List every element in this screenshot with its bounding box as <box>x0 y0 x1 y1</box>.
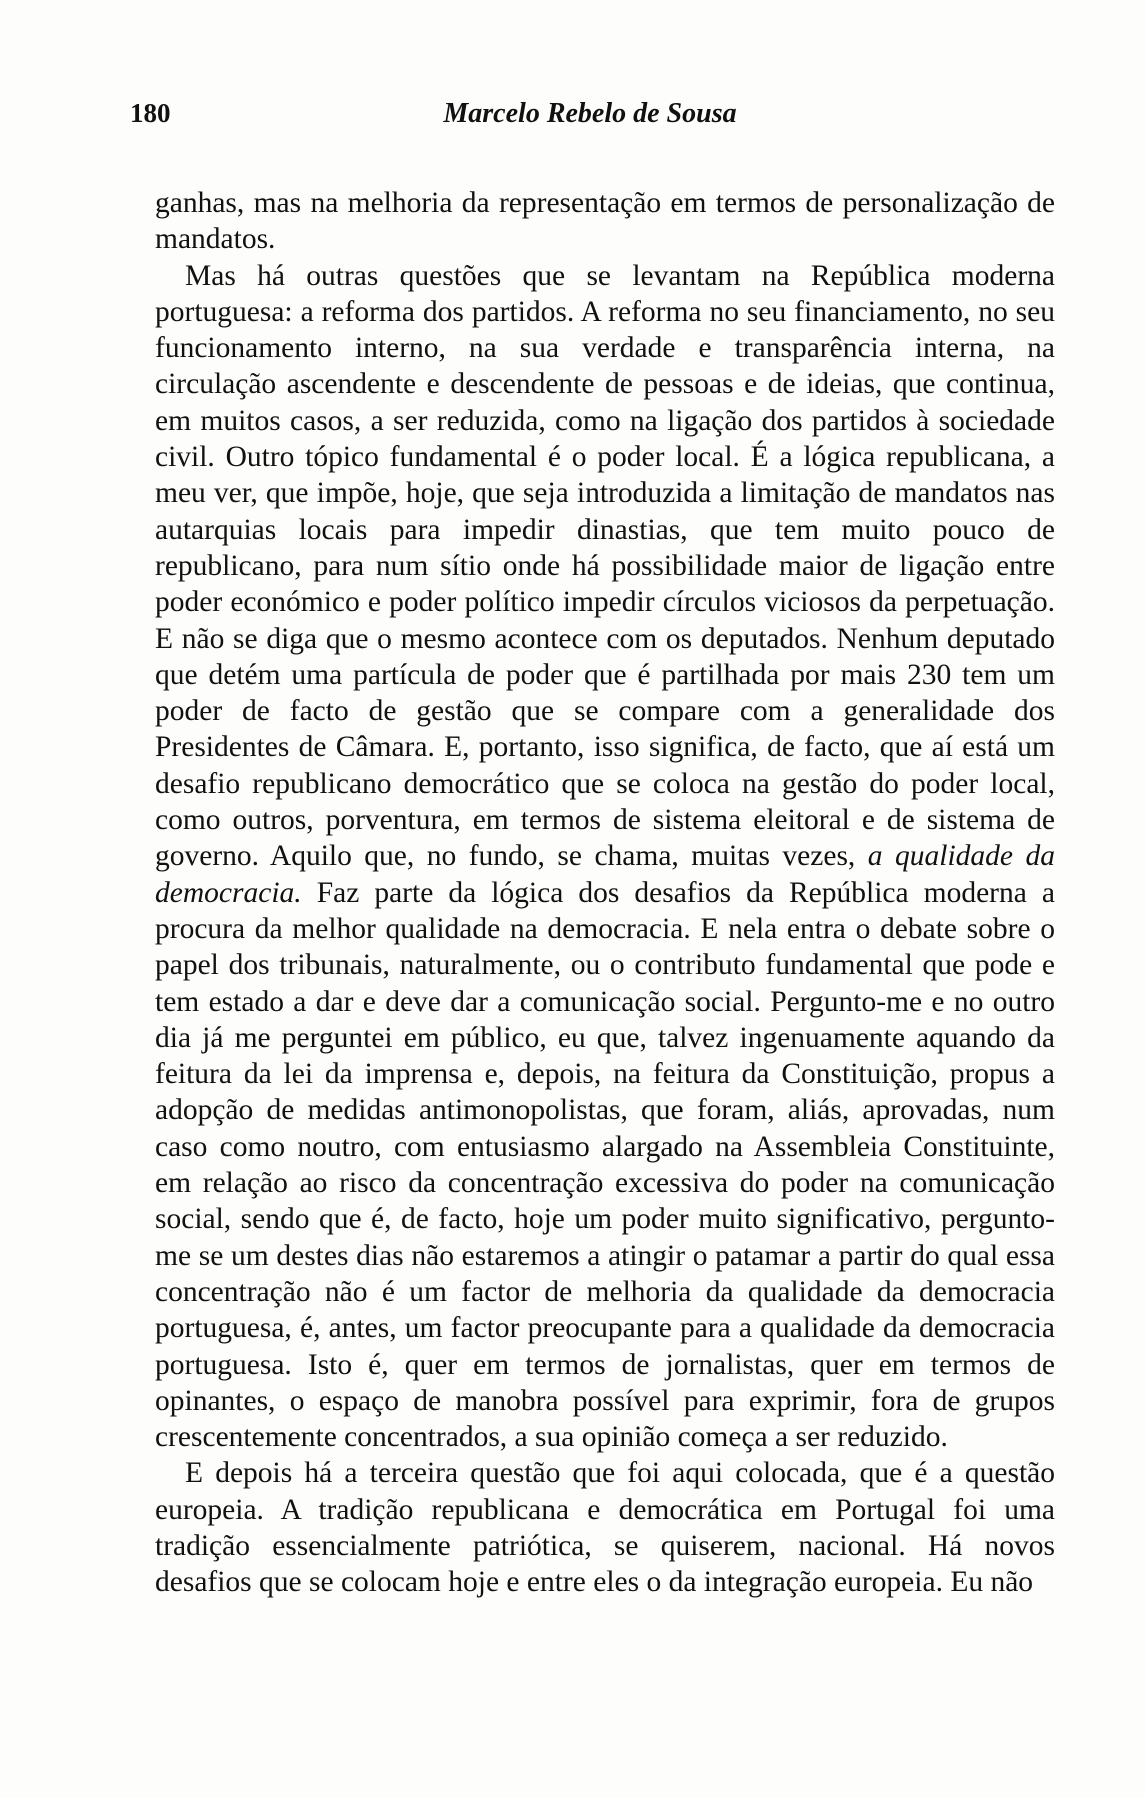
paragraph-2-text-b: Faz parte da lógica dos desafios da República moderna a procura da melhor qualidade na democracia. E nela entra o debate sobre o papel dos tribunais, naturalmente, ou o contributo fundamental que pode e tem estado a dar e deve dar a comunicação social. Pergunto-me e no outro dia já me perguntei em público, eu que, talvez ingenuamente aquando da feitura da lei da imprensa e, depois, na feitura da Constituição, propus a adopção de medidas antimonopolistas, que foram, aliás, aprovadas, num caso como noutro, com entusiasmo alargado na Assembleia Constituinte, em relação ao risco da concentração excessiva do poder na comunicação social, sendo que é, de facto, hoje um poder muito significativo, pergunto-me se um destes dias não estaremos a atingir o patamar a partir do qual essa concentração não é um factor de melhoria da qualidade da democracia portuguesa, é, antes, um factor preocupante para a qualidade da democracia portuguesa. Isto é, quer em termos de jornalistas, quer em termos de opinantes, o espaço de manobra possível para exprimir, fora de grupos crescentemente concentrados, a sua opinião começa a ser reduzido. <box>155 876 1055 1454</box>
paragraph-1: ganhas, mas na melhoria da representação em termos de personalização de mandatos. <box>155 187 1055 256</box>
paragraph-2 <box>155 258 1055 1456</box>
page-number: 180 <box>130 98 171 128</box>
running-head <box>130 98 1050 138</box>
body-text <box>155 185 1055 1601</box>
paragraph-3: E depois há a terceira questão que foi aqui colocada, que é a questão europeia. A tradição republicana e democrática em Portugal foi uma tradição essencialmente patriótica, se quiserem, nacional. Há novos desafios que se colocam hoje e entre eles o da integração europeia. Eu não <box>155 1457 1055 1599</box>
paragraph-2-text-a: Mas há outras questões que se levantam na República moderna portuguesa: a reforma dos partidos. A reforma no seu financiamento, no seu funcionamento interno, na sua verdade e transparência interna, na circulação ascendente e descendente de pessoas e de ideias, que continua, em muitos casos, a ser reduzida, como na ligação dos partidos à sociedade civil. Outro tópico fundamental é o poder local. É a lógica republicana, a meu ver, que impõe, hoje, que seja introduzida a limitação de mandatos nas autarquias locais para impedir dinastias, que tem muito pouco de republicano, para num sítio onde há possibilidade maior de ligação entre poder económico e poder político impedir círculos viciosos da perpetuação. E não se diga que o mesmo acontece com os deputados. Nenhum deputado que detém uma partícula de poder que é partilhada por mais 230 tem um poder de facto de gestão que se compare com a generalidade dos Presidentes de Câmara. E, portanto, isso significa, de facto, que aí está um desafio republicano democrático que se coloca na gestão do poder local, como outros, porventura, em termos de sistema eleitoral e de sistema de governo. Aquilo que, no fundo, se chama, muitas vezes, <box>155 259 1055 873</box>
paragraph-2-italic-phrase: a qualidade da democracia. <box>155 840 1055 909</box>
running-title: Marcelo Rebelo de Sousa <box>443 98 737 129</box>
